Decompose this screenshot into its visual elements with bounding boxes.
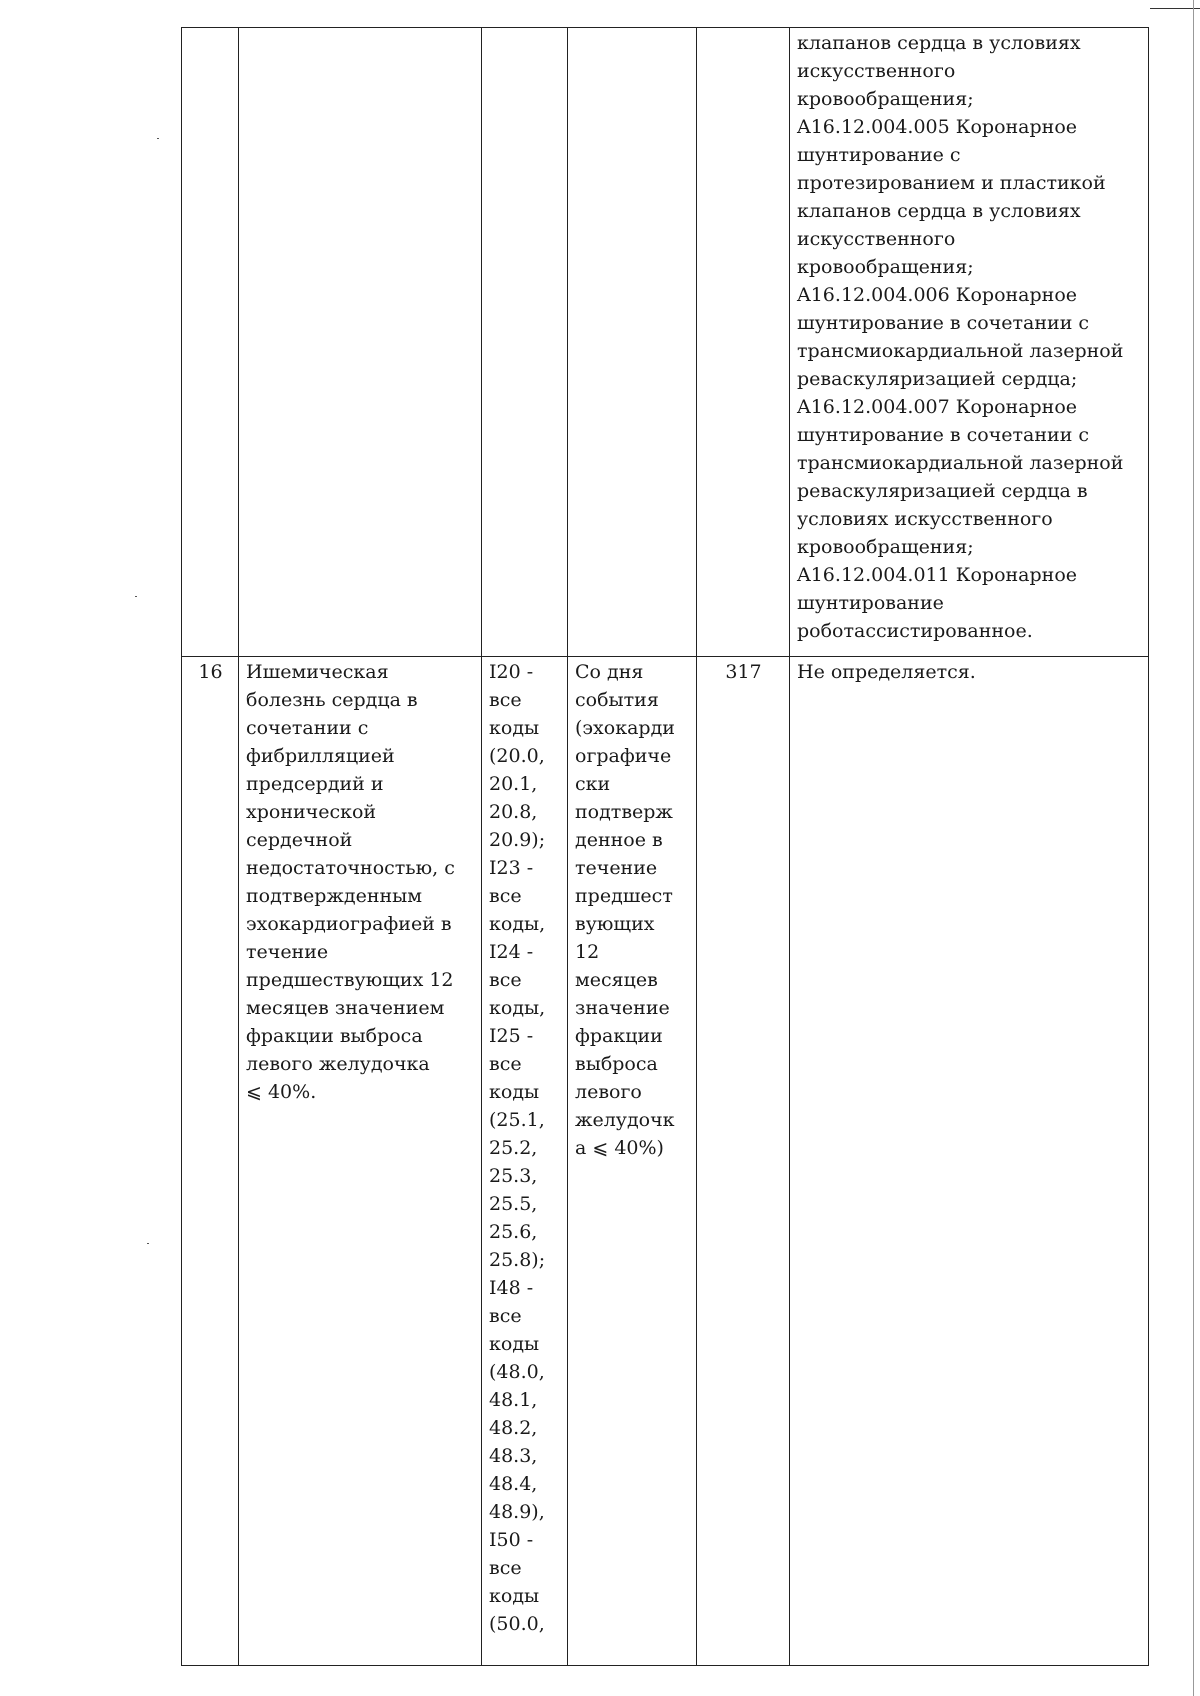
row-number-cell — [182, 28, 239, 657]
condition-name-cell — [239, 28, 482, 657]
procedures-cell: клапанов сердца в условиях искусственного кровообращения; A16.12.004.005 Коронарное шунтирование с протезированием и пластикой клапанов сердца в условиях искусственного кровообращения; A16.12.004.006 Коронарное шунтирование в сочетании с трансмиокардиальной лазерной реваскуляризацией сердца; A16.12.004.007 Коронарное шунтирование в сочетании с трансмиокардиальной лазерной реваскуляризацией сердца в условиях искусственного кровообращения; A16.12.004.011 Коронарное шунтирование роботассистированное. — [790, 28, 1149, 657]
icd-codes-cell: I20 - все коды (20.0, 20.1, 20.8, 20.9); I23 - все коды, I24 - все коды, I25 - все коды (25.1, 25.2, 25.3, 25.5, 25.6, 25.8); I48 - все коды (48.0, 48.1, 48.2, 48.3, 48.4, 48.9), I50 - все коды (50.0, — [482, 657, 568, 1666]
count-cell: 317 — [697, 657, 790, 1666]
scan-edge-line — [1193, 0, 1194, 1696]
procedures-table — [181, 27, 1149, 1666]
period-cell: Со дня события (эхокарди ографиче ски подтверж денное в течение предшест вующих 12 месяцев значение фракции выброса левого желудочк а ⩽ 40%) — [568, 657, 697, 1666]
condition-name-cell: Ишемическая болезнь сердца в сочетании с фибрилляцией предсердий и хронической сердечной недостаточностью, с подтвержденным эхокардиографией в течение предшествующих 12 месяцев значением фракции выброса левого желудочка ⩽ 40%. — [239, 657, 482, 1666]
period-cell — [568, 28, 697, 657]
table-row — [182, 28, 1149, 657]
icd-codes-cell — [482, 28, 568, 657]
row-number-cell: 16 — [182, 657, 239, 1666]
count-cell — [697, 28, 790, 657]
scan-speck — [147, 1243, 149, 1244]
scan-speck — [135, 596, 137, 597]
scan-speck — [157, 138, 159, 139]
procedures-cell: Не определяется. — [790, 657, 1149, 1666]
table-row — [182, 657, 1149, 1666]
